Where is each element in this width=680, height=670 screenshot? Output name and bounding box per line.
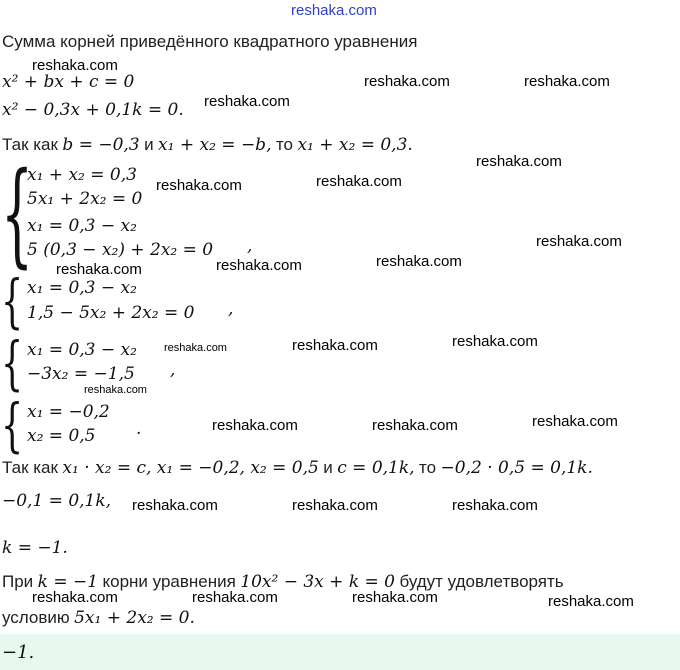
- system2-row2: 5 (0,3 − x₂) + 2x₂ = 0: [27, 240, 214, 260]
- watermark: reshaka.com: [532, 413, 618, 430]
- watermark: reshaka.com: [32, 57, 118, 74]
- text-since: Так как: [2, 135, 58, 154]
- line-condition: [2, 608, 195, 628]
- text-then: то: [275, 135, 293, 154]
- answer-block: [0, 634, 680, 670]
- text-satisfy: будут удовлетворять: [399, 572, 564, 591]
- math-product-result: −0,2 · 0,5 = 0,1k.: [440, 458, 593, 478]
- watermark: reshaka.com: [292, 497, 378, 514]
- text-since-2: Так как: [2, 458, 58, 477]
- watermark: reshaka.com: [548, 593, 634, 610]
- math-sum-value: x₁ + x₂ = 0,3.: [297, 135, 413, 155]
- text-and: и: [144, 135, 154, 154]
- system-brace-3: {: [1, 267, 24, 335]
- math-equation-10x: 10x² − 3x + k = 0: [240, 572, 395, 592]
- text-condition: условию: [2, 608, 70, 627]
- watermark: reshaka.com: [316, 173, 402, 190]
- system2-tail: ,: [247, 236, 253, 256]
- watermark: reshaka.com: [364, 73, 450, 90]
- watermark: reshaka.com: [132, 497, 218, 514]
- math-product-values: x₁ · x₂ = c, x₁ = −0,2, x₂ = 0,5: [62, 458, 319, 478]
- intro-text: Сумма корней приведённого квадратного уравнения: [2, 32, 418, 51]
- system1-row1: x₁ + x₂ = 0,3: [27, 165, 137, 185]
- watermark: reshaka.com: [352, 589, 438, 606]
- watermark: reshaka.com: [292, 337, 378, 354]
- text-roots: корни уравнения: [102, 572, 236, 591]
- system5-row2: x₂ = 0,5: [27, 426, 96, 446]
- watermark: reshaka.com: [84, 384, 147, 396]
- watermark: reshaka.com: [56, 261, 142, 278]
- system3-row1: x₁ = 0,3 − x₂: [27, 278, 137, 298]
- watermark: reshaka.com: [476, 153, 562, 170]
- equation-k1: −0,1 = 0,1k,: [2, 491, 112, 511]
- math-sum-vieta: x₁ + x₂ = −b,: [158, 135, 272, 155]
- watermark: reshaka.com: [524, 73, 610, 90]
- watermark: reshaka.com: [372, 417, 458, 434]
- watermark: reshaka.com: [452, 497, 538, 514]
- math-c: c = 0,1k,: [337, 458, 415, 478]
- site-header-link[interactable]: reshaka.com: [291, 2, 377, 19]
- system1-row2: 5x₁ + 2x₂ = 0: [27, 189, 143, 209]
- watermark: reshaka.com: [204, 93, 290, 110]
- line-since-sum: [2, 135, 413, 155]
- system4-tail: ,: [170, 360, 176, 380]
- watermark: reshaka.com: [452, 333, 538, 350]
- system2-row1: x₁ = 0,3 − x₂: [27, 216, 137, 236]
- watermark: reshaka.com: [192, 589, 278, 606]
- system-brace-5: {: [1, 391, 24, 459]
- watermark: reshaka.com: [376, 253, 462, 270]
- line-since-product: [2, 458, 593, 478]
- system-brace-4: {: [1, 329, 24, 397]
- system3-tail: ,: [228, 299, 234, 319]
- system4-row1: x₁ = 0,3 − x₂: [27, 340, 137, 360]
- watermark: reshaka.com: [216, 257, 302, 274]
- text-pri: При: [2, 572, 34, 591]
- math-k-value: k = −1: [37, 572, 99, 592]
- system3-row2: 1,5 − 5x₂ + 2x₂ = 0: [27, 303, 195, 323]
- watermark: reshaka.com: [156, 177, 242, 194]
- equation-k2: k = −1.: [2, 538, 68, 558]
- system5-row1: x₁ = −0,2: [27, 402, 110, 422]
- answer-value: −1.: [2, 642, 35, 663]
- equation-given: x² − 0,3x + 0,1k = 0.: [2, 100, 184, 120]
- system-brace-1: {: [1, 149, 34, 279]
- watermark: reshaka.com: [164, 342, 227, 354]
- math-b: b = −0,3: [62, 135, 140, 155]
- text-and-2: и: [323, 458, 333, 477]
- watermark: reshaka.com: [32, 589, 118, 606]
- text-then-2: то: [419, 458, 437, 477]
- watermark: reshaka.com: [212, 417, 298, 434]
- system5-tail: .: [136, 419, 142, 439]
- system4-row2: −3x₂ = −1,5: [27, 364, 135, 384]
- watermark: reshaka.com: [536, 233, 622, 250]
- math-condition: 5x₁ + 2x₂ = 0.: [74, 608, 195, 628]
- equation-general: x² + bx + c = 0: [2, 72, 135, 92]
